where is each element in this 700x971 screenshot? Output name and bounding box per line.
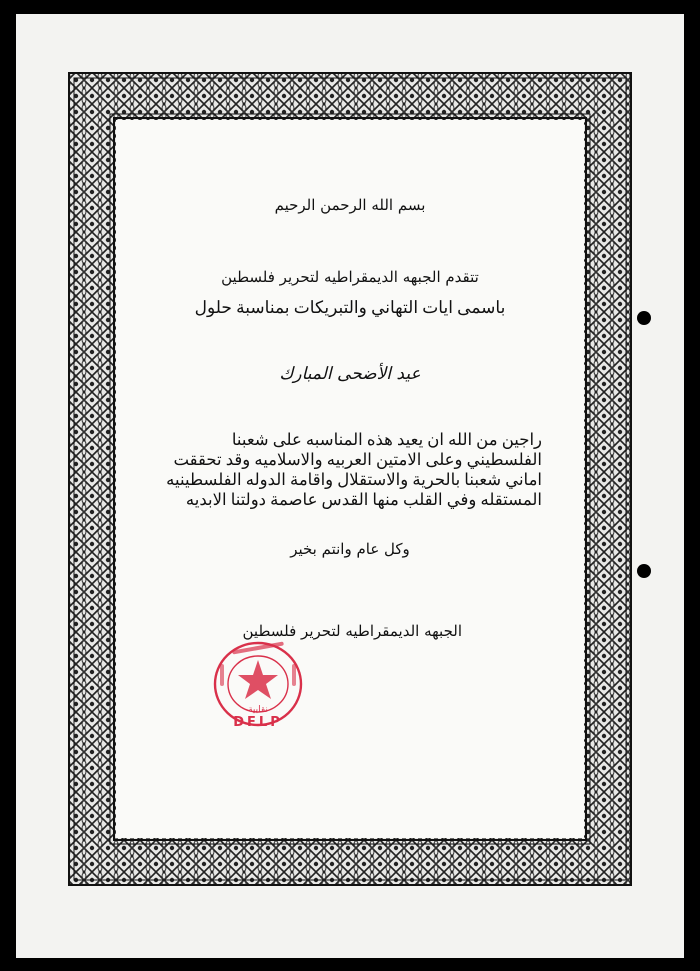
letter-content (116, 120, 584, 838)
letter-sheet (16, 14, 684, 958)
stamp-lower-text: نقابية (248, 705, 268, 715)
dflp-stamp (212, 638, 304, 730)
ornamental-border (68, 72, 632, 886)
body-line: المستقله وفي القلب منها القدس عاصمة دولتنا الابديه (185, 490, 542, 509)
body-line: الفلسطيني وعلى الامتين العربيه والاسلاميه وقد تحققت (173, 450, 542, 469)
occasion-title: عيد الأضحى المبارك (279, 364, 421, 384)
organization-line: تتقدم الجبهه الديمقراطيه لتحرير فلسطين (221, 268, 479, 286)
signature-line: الجبهه الديمقراطيه لتحرير فلسطين (242, 622, 462, 640)
punch-hole (637, 564, 651, 578)
letter-body (162, 430, 542, 510)
punch-hole (637, 311, 651, 325)
stamp-acronym: DFLP (233, 715, 283, 730)
greeting-line: باسمى ايات التهاني والتبريكات بمناسبة حلول (194, 298, 506, 317)
body-line: راجين من الله ان يعيد هذه المناسبه على شعبنا (231, 430, 542, 449)
body-line: اماني شعبنا بالحرية والاستقلال واقامة الدوله الفلسطينيه (166, 470, 542, 489)
closing-line: وكل عام وانتم بخير (290, 540, 410, 558)
stamp-seal-icon (212, 638, 304, 730)
basmala: بسم الله الرحمن الرحيم (274, 196, 426, 214)
